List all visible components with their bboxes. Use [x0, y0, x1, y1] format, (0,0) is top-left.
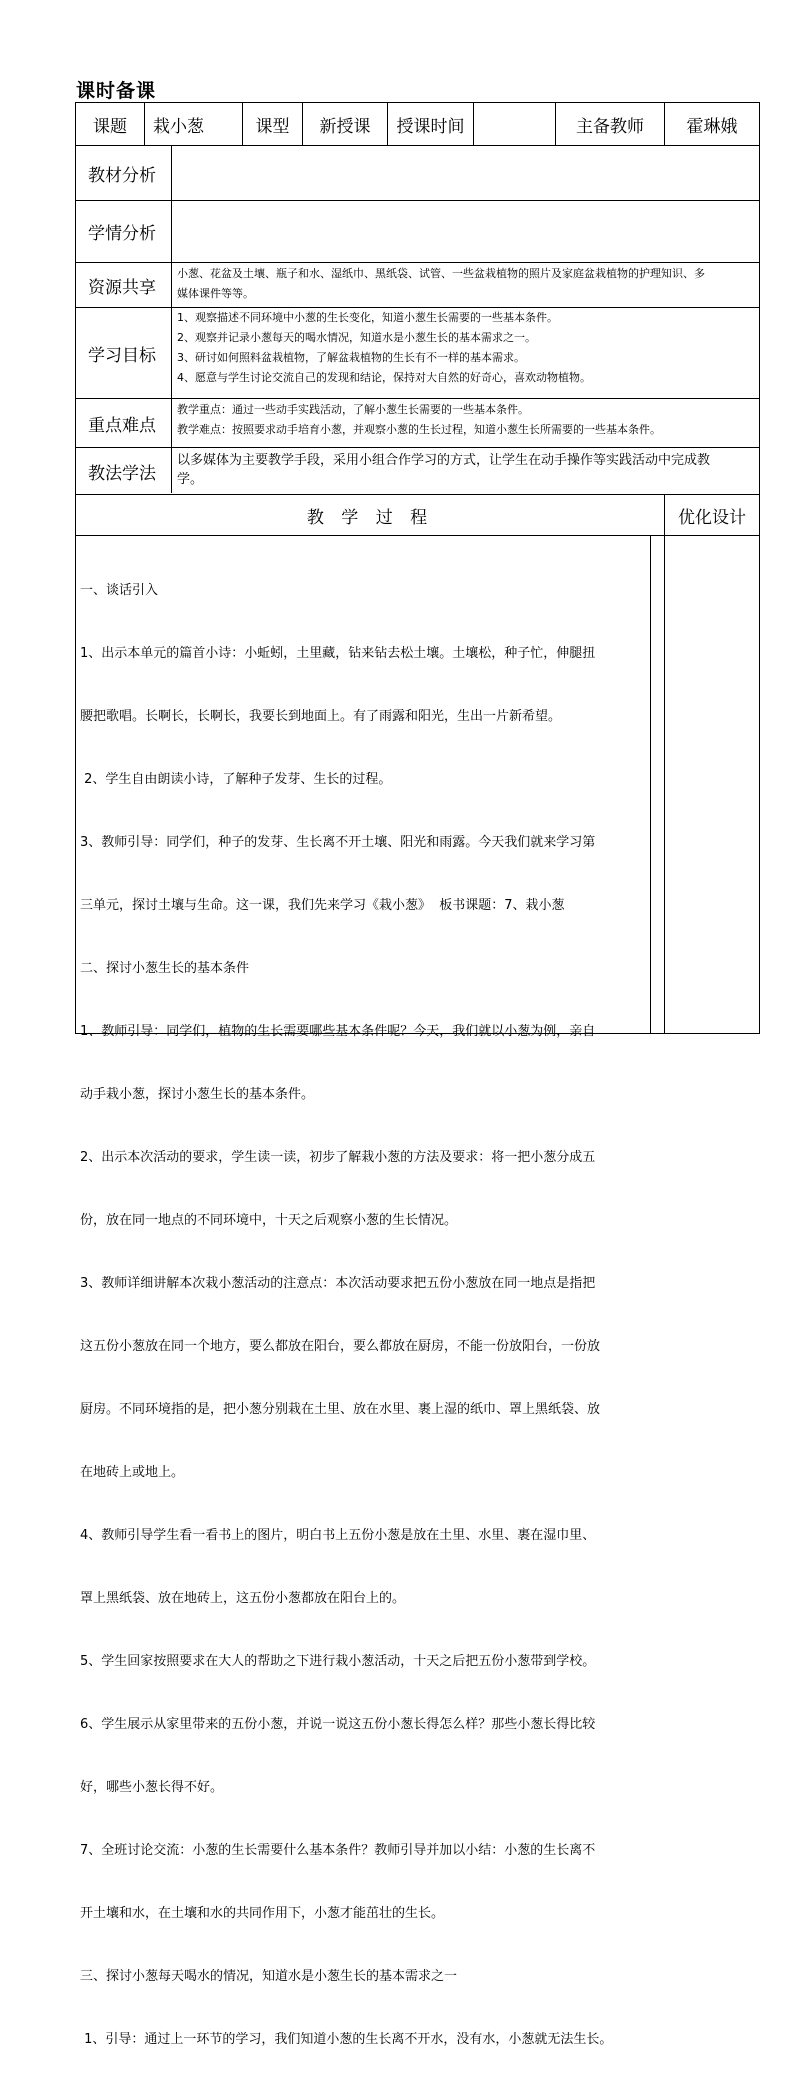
- objectives-content: [177, 308, 757, 388]
- material-analysis-label: 教材分析: [88, 165, 156, 186]
- methods-content: [177, 451, 757, 489]
- process-line: 1、出示本单元的篇首小诗：小蚯蚓，土里藏，钻来钻去松土壤。土壤松，种子忙，伸腿扭: [80, 646, 596, 661]
- process-line: 二、探讨小葱生长的基本条件: [80, 961, 250, 976]
- col-divider: [144, 102, 145, 146]
- objectives-label: 学习目标: [88, 345, 156, 366]
- lesson-plan-table: [75, 102, 760, 2047]
- process-line: 厨房。不同环境指的是，把小葱分别栽在土里、放在水里、裹上湿的纸巾、罩上黑纸袋、放: [80, 1402, 601, 1417]
- process-line: 三单元，探讨土壤与生命。这一课，我们先来学习《栽小葱》 板书课题：7、栽小葱: [80, 898, 565, 913]
- type-value: 新授课: [319, 116, 371, 137]
- key-point-item: 教学重点：通过一些动手实践活动，了解小葱生长需要的一些基本条件。: [177, 403, 529, 416]
- process-line: 1、教师引导：同学们，植物的生长需要哪些基本条件呢？今天，我们就以小葱为例，亲自: [80, 1024, 596, 1039]
- process-line: 1、引导：通过上一环节的学习，我们知道小葱的生长离不开水，没有水，小葱就无法生长。: [80, 2032, 613, 2047]
- key-points-content: [177, 400, 757, 440]
- process-content: [80, 538, 650, 2092]
- row-divider: [75, 535, 760, 536]
- type-label: 课型: [255, 116, 290, 137]
- time-value: [474, 103, 555, 145]
- process-line: 一、谈话引入: [80, 583, 159, 598]
- objective-item: 2、观察并记录小葱每天的喝水情况，知道水是小葱生长的基本需求之一。: [177, 331, 536, 344]
- objective-item: 1、观察描述不同环境中小葱的生长变化，知道小葱生长需要的一些基本条件。: [177, 311, 558, 324]
- row-divider: [75, 398, 760, 399]
- methods-label: 教法学法: [88, 463, 156, 484]
- process-line: 这五份小葱放在同一个地方，要么都放在阳台，要么都放在厨房，不能一份放阳台，一份放: [80, 1339, 601, 1354]
- process-line: 动手栽小葱，探讨小葱生长的基本条件。: [80, 1087, 315, 1102]
- key-points-label: 重点难点: [88, 415, 156, 436]
- objective-item: 4、愿意与学生讨论交流自己的发现和结论，保持对大自然的好奇心，喜欢动物植物。: [177, 371, 591, 384]
- material-analysis-content: [178, 146, 753, 200]
- resources-line: 媒体课件等等。: [177, 287, 254, 300]
- methods-line: 学。: [177, 472, 204, 487]
- optimize-col-divider: [664, 494, 665, 1034]
- table-border-right: [759, 102, 760, 1034]
- row-divider: [75, 262, 760, 263]
- process-line: 在地砖上或地上。: [80, 1465, 185, 1480]
- process-line: 好，哪些小葱长得不好。: [80, 1780, 224, 1795]
- process-line: 开土壤和水，在土壤和水的共同作用下，小葱才能茁壮的生长。: [80, 1906, 445, 1921]
- process-line: 份，放在同一地点的不同环境中，十天之后观察小葱的生长情况。: [80, 1213, 458, 1228]
- process-line: 腰把歌唱。长啊长，长啊长，我要长到地面上。有了雨露和阳光，生出一片新希望。: [80, 709, 562, 724]
- process-heading: 教 学 过 程: [306, 507, 434, 528]
- objective-item: 3、研讨如何照料盆栽植物，了解盆栽植物的生长有不一样的基本需求。: [177, 351, 525, 364]
- optimize-heading: 优化设计: [678, 507, 746, 528]
- teacher-label: 主备教师: [576, 116, 644, 137]
- teacher-value: 霍琳娥: [686, 116, 738, 137]
- topic-label: 课题: [93, 116, 127, 137]
- key-point-item: 教学难点：按照要求动手培育小葱，并观察小葱的生长过程，知道小葱生长所需要的一些基本条件。: [177, 423, 661, 436]
- process-line: 3、教师详细讲解本次栽小葱活动的注意点：本次活动要求把五份小葱放在同一地点是指把: [80, 1276, 596, 1291]
- methods-line: 以多媒体为主要教学手段，采用小组合作学习的方式，让学生在动手操作等实践活动中完成教: [177, 453, 711, 468]
- resources-line: 小葱、花盆及土壤、瓶子和水、湿纸巾、黑纸袋、试管、一些盆栽植物的照片及家庭盆栽植物的护理知识、多: [177, 267, 705, 280]
- row-divider: [75, 447, 760, 448]
- process-line: 2、学生自由朗读小诗，了解种子发芽、生长的过程。: [80, 772, 392, 787]
- process-inner-divider: [650, 536, 651, 1033]
- student-analysis-content: [178, 201, 753, 262]
- process-line: 2、出示本次活动的要求，学生读一读，初步了解栽小葱的方法及要求：将一把小葱分成五: [80, 1150, 596, 1165]
- process-line: 三、探讨小葱每天喝水的情况，知道水是小葱生长的基本需求之一: [80, 1969, 458, 1984]
- topic-value: 栽小葱: [153, 116, 204, 137]
- process-line: 6、学生展示从家里带来的五份小葱，并说一说这五份小葱长得怎么样？那些小葱长得比较: [80, 1717, 596, 1732]
- doc-title: 课时备课: [76, 80, 157, 102]
- resources-content: [177, 264, 757, 304]
- student-analysis-label: 学情分析: [88, 224, 156, 244]
- resources-label: 资源共享: [88, 277, 156, 298]
- process-line: 5、学生回家按照要求在大人的帮助之下进行栽小葱活动，十天之后把五份小葱带到学校。: [80, 1654, 596, 1669]
- process-line: 4、教师引导学生看一看书上的图片，明白书上五份小葱是放在土里、水里、裹在湿巾里、: [80, 1528, 596, 1543]
- process-line: 3、教师引导：同学们，种子的发芽、生长离不开土壤、阳光和雨露。今天我们就来学习第: [80, 835, 596, 850]
- process-line: 7、全班讨论交流：小葱的生长需要什么基本条件？教师引导并加以小结：小葱的生长离不: [80, 1843, 596, 1858]
- label-col-divider: [171, 145, 172, 493]
- time-label: 授课时间: [396, 116, 465, 137]
- process-line: 罩上黑纸袋、放在地砖上，这五份小葱都放在阳台上的。: [80, 1591, 406, 1606]
